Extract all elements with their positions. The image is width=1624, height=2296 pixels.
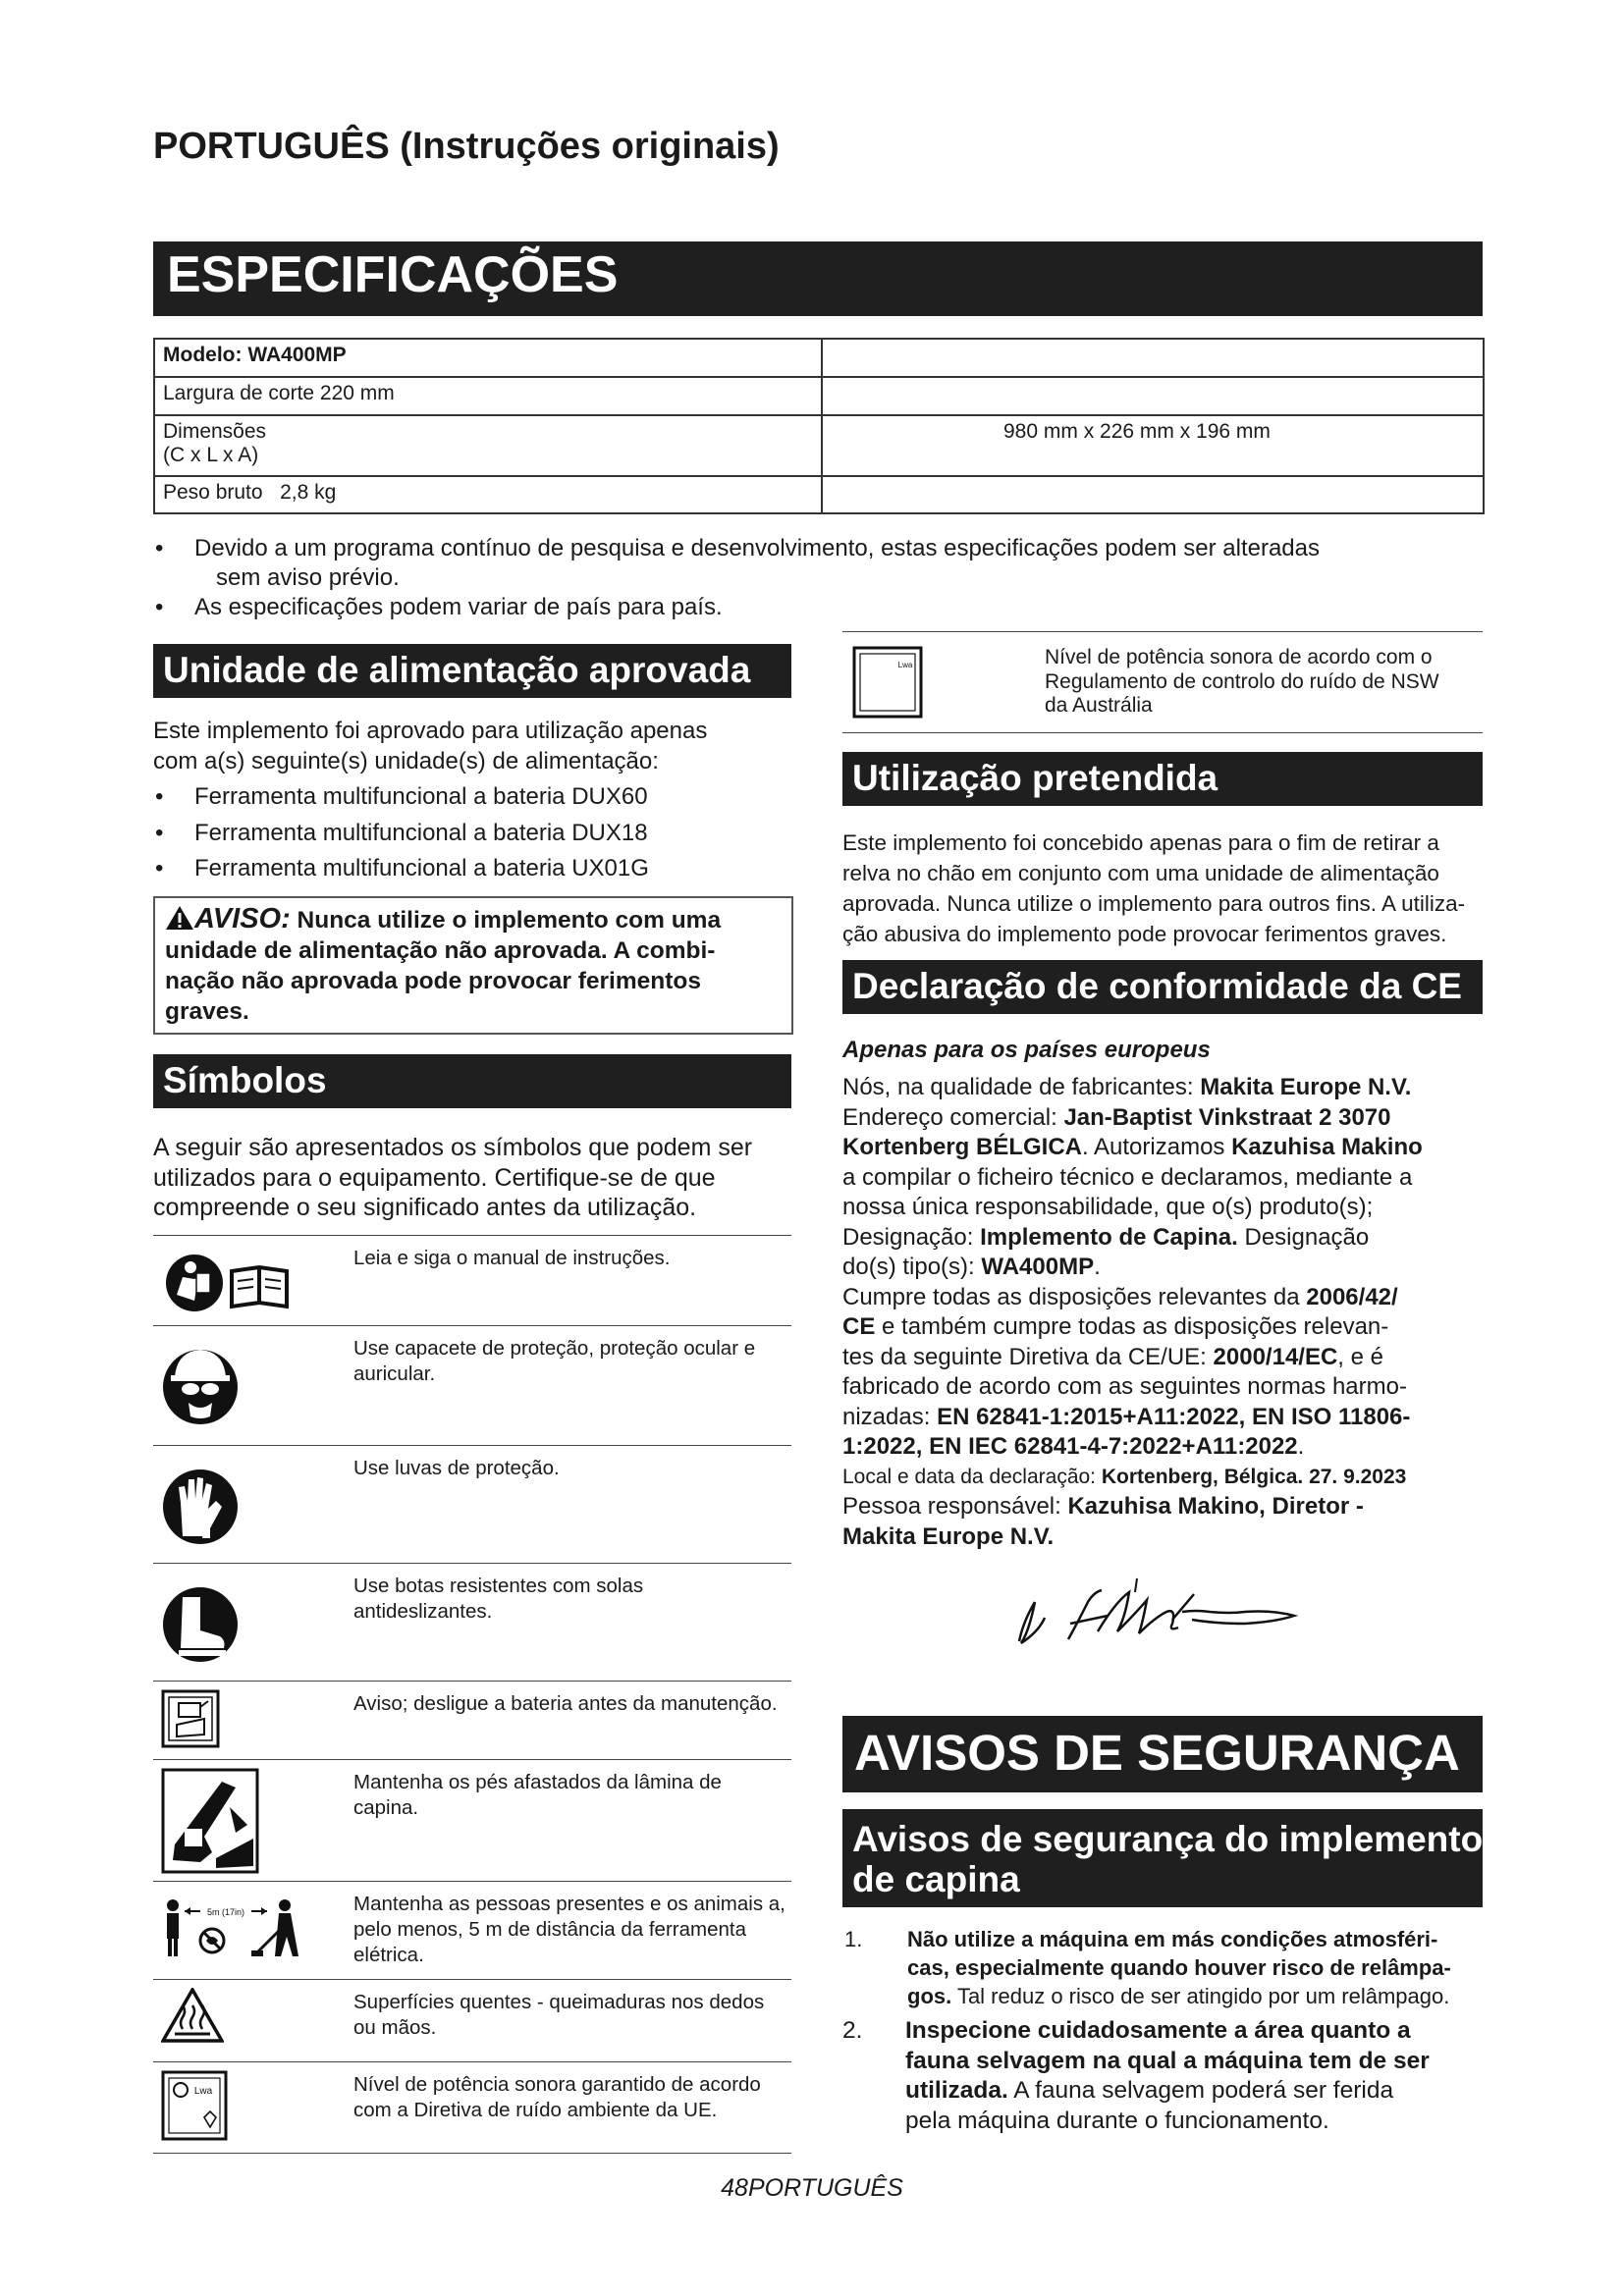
power-unit-title: Unidade de alimentação aprovada [163,650,751,690]
footer-language: PORTUGUÊS [747,2174,903,2202]
safety-subtitle-line-1: Avisos de segurança do implemento [852,1819,1483,1859]
signature-image [1000,1563,1314,1661]
symbol-desc: Nível de potência sonora garantido de acordo com a Diretiva de ruído ambiente da UE. [353,2073,761,2121]
safety-banner [842,1716,1483,1792]
spec-notes: • Devido a um programa contínuo de pesquisa e desenvolvimento, estas especificações podem ser alteradas sem aviso prévio. • As especificações podem variar de país para país. [153,534,1489,622]
power-unit-warning-box: AVISO: Nunca utilize o implemento com uma unidade de alimentação não aprovada. A combi- nação não aprovada pode provocar ferimentos graves. [153,896,793,1035]
declaration-header [842,960,1483,1014]
list-item: • Ferramenta multifuncional a bateria DUX18 [153,816,791,852]
symbol-row-hot-surface [153,1979,791,2062]
declaration-subtitle: Apenas para os países europeus [842,1037,1211,1063]
specifications-banner [153,241,1483,316]
symbol-row-boots [153,1563,791,1682]
spec-cut-width: Largura de corte 220 mm [154,377,822,415]
symbol-desc: Use luvas de proteção. [353,1457,560,1479]
symbol-desc: Mantenha os pés afastados da lâmina de capina. [353,1771,722,1819]
symbols-header [153,1054,791,1108]
symbol-row-keep-feet-away [153,1759,791,1882]
lwa-label: Lwa [193,2086,213,2097]
spec-table [153,338,1485,514]
symbol-row-sound-eu [153,2061,791,2154]
keep-feet-away-icon [161,1768,259,1874]
language-title: PORTUGUÊS (Instruções originais) [153,126,780,167]
list-item: 1. Não utilize a máquina em más condições atmosféri- cas, especialmente quando houver risco de relâmpa- gos. Tal reduz o risco de ser atingido por um relâmpago. [844,1927,1451,2008]
spec-weight-label: Peso bruto [163,481,263,504]
power-unit-header [153,644,791,698]
spec-note-1: Devido a um programa contínuo de pesquisa e desenvolvimento, estas especificações podem ser alteradas [194,535,1320,561]
power-unit-intro: Este implemento foi aprovado para utilização apenas com a(s) seguinte(s) unidade(s) de alimentação: [153,718,708,774]
list-item: • Ferramenta multifuncional a bateria UX01G [153,851,791,887]
spec-model: Modelo: WA400MP [154,339,822,377]
spec-note-1-cont: sem aviso prévio. [216,564,400,591]
nsw-symbol-desc: Nível de potência sonora de acordo com o Regulamento de controlo do ruído de NSW da Austrália [1045,646,1439,717]
gloves-icon [161,1454,240,1552]
spec-dimensions-sub: (C x L x A) [163,444,259,466]
symbol-desc: Use capacete de proteção, proteção ocular e auricular. [353,1337,756,1385]
safety-subtitle-line-2: de capina [852,1859,1020,1900]
intended-use-text: Este implemento foi concebido apenas para o fim de retirar a relva no chão em conjunto com uma unidade de alimentação aprovada. Nunca utilize o implemento para outros fins. A utiliza- ção abusiva do implemento pode provocar ferimentos graves. [842,830,1466,946]
remove-battery-icon [161,1689,222,1748]
safety-subtitle-header [842,1809,1483,1907]
declaration-title: Declaração de conformidade da CE [852,966,1462,1006]
symbols-title: Símbolos [163,1060,327,1100]
symbol-row-read-manual [153,1235,791,1326]
power-unit-list [153,779,791,887]
specifications-title: ESPECIFICAÇÕES [167,246,619,303]
warning-triangle-icon [165,905,194,931]
keep-distance-icon [161,1896,308,1958]
spec-dimensions-label: Dimensões [163,420,267,443]
symbol-desc: Leia e siga o manual de instruções. [353,1247,671,1269]
list-item: 2. Inspecione cuidadosamente a área quanto a fauna selvagem na qual a máquina tem de ser utilizada. A fauna selvagem poderá ser ferida pela máquina durante o funcionamento. [842,2017,1430,2134]
list-item: • Ferramenta multifuncional a bateria DUX60 [153,779,791,816]
intended-use-header [842,752,1483,806]
symbol-desc: Aviso; desligue a bateria antes da manutenção. [353,1692,778,1715]
symbol-desc: Use botas resistentes com solas antideslizantes. [353,1575,644,1623]
spec-dimensions-value: 980 mm x 226 mm x 196 mm [822,415,1484,476]
safety-title: AVISOS DE SEGURANÇA [854,1725,1460,1781]
helmet-protection-icon [161,1334,240,1432]
lwa-label: Lwa [897,661,913,669]
symbol-row-gloves [153,1445,791,1564]
hot-surface-icon [161,1988,224,2043]
intended-use-title: Utilização pretendida [852,758,1218,798]
spec-weight-value: 2,8 kg [280,481,337,504]
sound-level-eu-icon [161,2070,228,2141]
spec-note-2: As especificações podem variar de país para país. [194,594,723,620]
symbol-desc: Superfícies quentes - queimaduras nos dedos ou mãos. [353,1991,765,2039]
page-number: 48 [721,2174,748,2202]
symbol-row-helmet [153,1325,791,1446]
safety-warnings-list [842,1925,1490,2136]
read-manual-icon [161,1244,298,1312]
symbol-row-remove-battery [153,1681,791,1760]
symbol-desc: Mantenha as pessoas presentes e os animais a, pelo menos, 5 m de distância da ferramenta elétrica. [353,1893,785,1966]
declaration-text: Nós, na qualidade de fabricantes: Makita Europe N.V. Endereço comercial: Jan-Baptist Vinkstraat 2 3070 Kortenberg BÉLGICA. Autorizamos Kazuhisa Makino a compilar o ficheiro técnico e declaramos, mediante a nossa única responsabilidade, que o(s) produto(s); Designação: Implemento de Capina. Designação do(s) tipo(s): WA400MP. Cumpre todas as disposições relevantes da 2006/42/ CE e também cumpre todas as disposições relevan- tes da seguinte Diretiva da CE/UE: 2000/14/EC, e é fabricado de acordo com as seguintes normas harmo- nizadas: EN 62841-1:2015+A11:2022, EN ISO 11806- 1:2022, EN IEC 62841-4-7:2022+A11:2022. Local e data da declaração: Kortenberg, Bélgica. 27. 9.2023 Pessoa responsável: Kazuhisa Makino, Diretor - Makita Europe N.V. [842,1074,1423,1550]
distance-label: 5m (17in) [206,1907,245,1917]
sound-level-nsw-icon [852,646,923,719]
warning-label: AVISO: [194,903,291,934]
symbol-row-keep-distance [153,1881,791,1980]
page-footer [0,2174,1624,2203]
symbols-intro: A seguir são apresentados os símbolos que podem ser utilizados para o equipamento. Certifique-se de que compreende o seu significado antes da utilização. [153,1134,753,1221]
boots-icon [161,1572,240,1670]
nsw-symbol-row [842,631,1483,733]
